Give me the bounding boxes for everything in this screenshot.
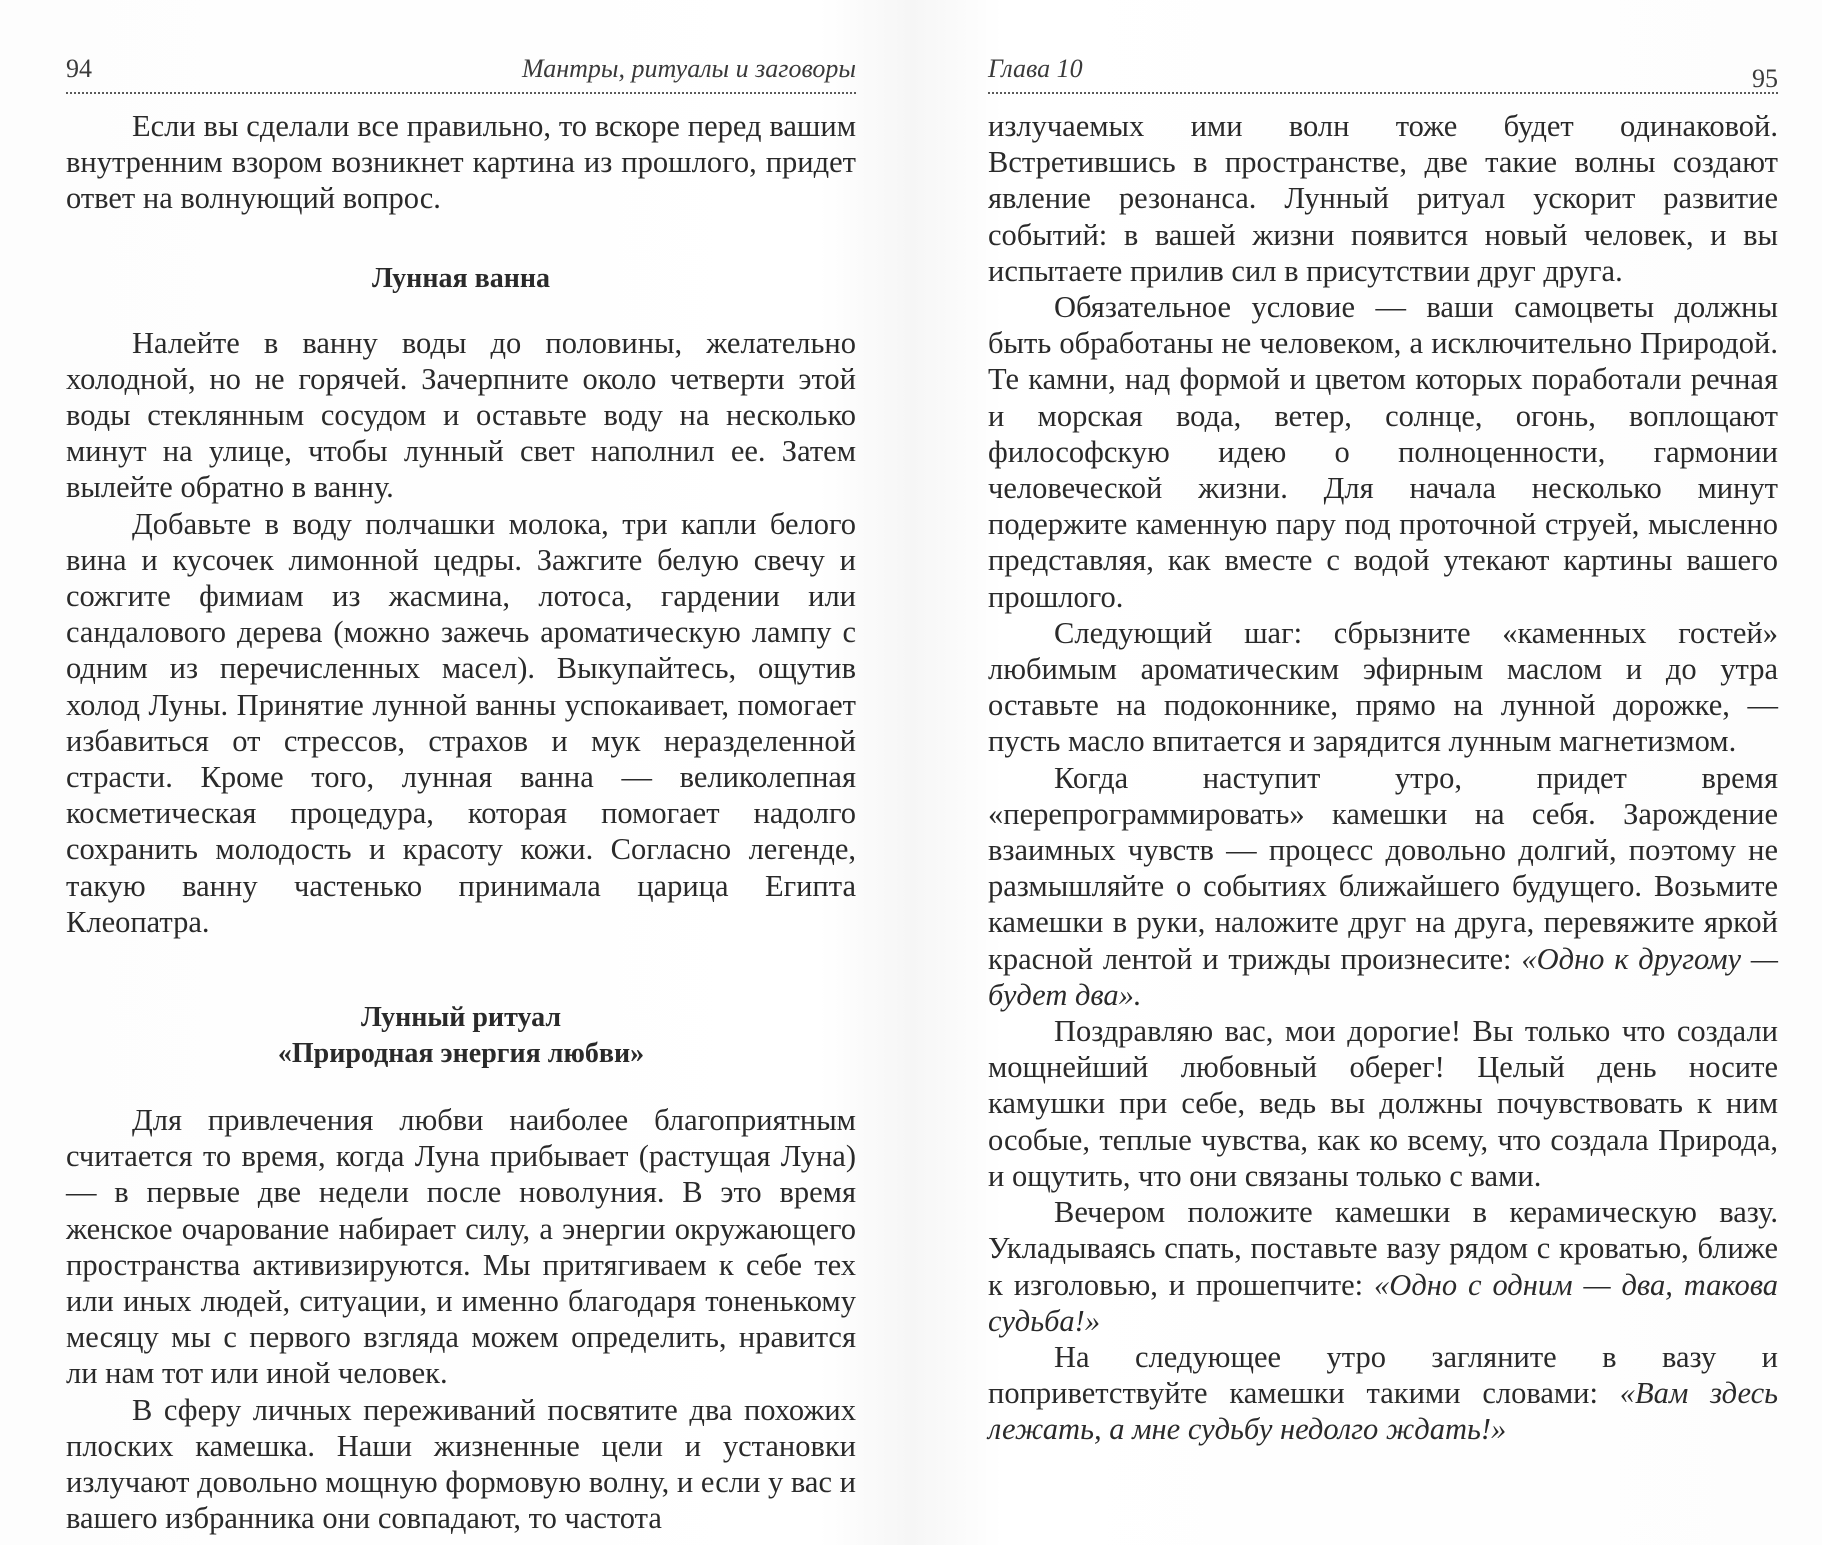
- next-morning-paragraph: [988, 1339, 1778, 1448]
- evening-paragraph-text: Вечером положите камешки в керамическую вазу. Укладываясь спать, поставьте вазу рядом с кроватью, ближе к изголовью, и прошепчите:: [988, 1195, 1778, 1302]
- section-heading-lunar-ritual-line2: «Природная энергия любви»: [277, 1038, 645, 1070]
- section-heading-lunar-bath: Лунная ванна: [372, 262, 550, 294]
- right-running-title: Глава 10: [988, 54, 1083, 83]
- intro-paragraph: Если вы сделали все правильно, то вскоре перед вашим внутренним взором возникнет картина из прошлого, придет ответ на волнующий вопрос.: [66, 109, 856, 216]
- congratulations-paragraph: Поздравляю вас, мои дорогие! Вы только что создали мощнейший любовный оберег! Целый день носите камушки при себе, ведь вы должны почувствовать к ним особые, теплые чувства, как ко всему, что создала Природа, и ощутить, что они связаны только с вами.: [988, 1014, 1778, 1193]
- left-page-number: 94: [66, 54, 92, 83]
- lunar-ritual-paragraph-1: Для привлечения любви наиболее благоприятным считается то время, когда Луна прибывает (растущая Луна) — в первые две недели после новолуния. В это время женское очарование набирает силу, а энергии окружающего пространства активизируются. Мы притягиваем к себе тех или иных людей, ситуации, и именно благодаря тоненькому месяцу мы с первого взгляда можем определить, нравится ли нам тот или иной человек.: [66, 1103, 856, 1391]
- evening-incantation: «Одно с одним — два, такова судьба!»: [988, 1267, 1778, 1338]
- right-page-number: 95: [1752, 64, 1778, 93]
- condition-paragraph: Обязательное условие — ваши самоцветы должны быть обработаны не человеком, а исключительно Природой. Те камни, над формой и цветом которых поработали речная и морская вода, ветер, солнце, огонь, воплощают философскую идею о полноценности, гармонии человеческой жизни. Для начала несколько минут подержите каменную пару под проточной струей, мысленно представляя, как вместе с водой утекают картины вашего прошлого.: [988, 290, 1778, 614]
- right-header-rule: [988, 92, 1778, 94]
- left-header-rule: [66, 92, 856, 94]
- right-page-body: [988, 108, 1778, 1448]
- left-page: [66, 0, 856, 1545]
- lunar-bath-paragraph-1: Налейте в ванну воды до половины, желательно холодной, но не горячей. Зачерпните около четверти этой воды стеклянным сосудом и оставьте воду на несколько минут на улице, чтобы лунный свет наполнил ее. Затем вылейте обратно в ванну.: [66, 325, 856, 505]
- morning-incantation: «Одно к другому — будет два».: [988, 941, 1778, 1012]
- right-page: [988, 0, 1778, 1545]
- evening-paragraph: [988, 1194, 1778, 1339]
- next-morning-incantation: «Вам здесь лежать, а мне судьбу недолго ждать!»: [988, 1376, 1779, 1447]
- left-running-title: Мантры, ритуалы и заговоры: [521, 54, 856, 83]
- next-morning-paragraph-text: На следующее утро загляните в вазу и поприветствуйте камешки такими словами:: [988, 1339, 1778, 1411]
- lunar-bath-paragraph-2: Добавьте в воду полчашки молока, три капли белого вина и кусочек лимонной цедры. Зажгите белую свечу и сожгите фимиам из жасмина, лотоса, гардении или сандалового дерева (можно зажечь ароматическую лампу с одним из перечисленных масел). Выкупайтесь, ощутив холод Луны. Принятие лунной ванны успокаивает, помогает избавиться от стрессов, страхов и мук неразделенной страсти. Кроме того, лунная ванна — великолепная косметическая процедура, которая помогает надолго сохранить молодость и красоту кожи. Согласно легенде, такую ванну частенько принимала царица Египта Клеопатра.: [66, 506, 856, 939]
- left-page-body: [66, 108, 856, 1537]
- section-heading-lunar-ritual-line1: Лунный ритуал: [360, 1002, 562, 1034]
- next-step-paragraph: Следующий шаг: сбрызните «каменных гостей» любимым ароматическим эфирным маслом и до утра оставьте на подоконнике, прямо на лунной дорожке, — пусть масло впитается и зарядится лунным магнетизмом.: [988, 615, 1778, 759]
- morning-paragraph: [988, 760, 1778, 1013]
- lunar-ritual-paragraph-2: В сферу личных переживаний посвятите два похожих плоских камешка. Наши жизненные цели и установки излучают довольно мощную формовую волну, и если у вас и вашего избранника они совпадают, то частота: [66, 1392, 856, 1536]
- right-running-head: [988, 50, 1778, 94]
- morning-paragraph-text: Когда наступит утро, придет время «перепрограммировать» камешки на себя. Зарождение взаимных чувств — процесс довольно долгий, поэтому не размышляйте о событиях ближайшего будущего. Возьмите камешки в руки, наложите друг на друга, перевяжите яркой красной лентой и трижды произнесите:: [988, 760, 1778, 976]
- left-running-head: [66, 50, 856, 94]
- continuation-paragraph: излучаемых ими волн тоже будет одинаковой. Встретившись в пространстве, две такие волны создают явление резонанса. Лунный ритуал ускорит развитие событий: в вашей жизни появится новый человек, и вы испытаете прилив сил в присутствии друг друга.: [988, 109, 1778, 288]
